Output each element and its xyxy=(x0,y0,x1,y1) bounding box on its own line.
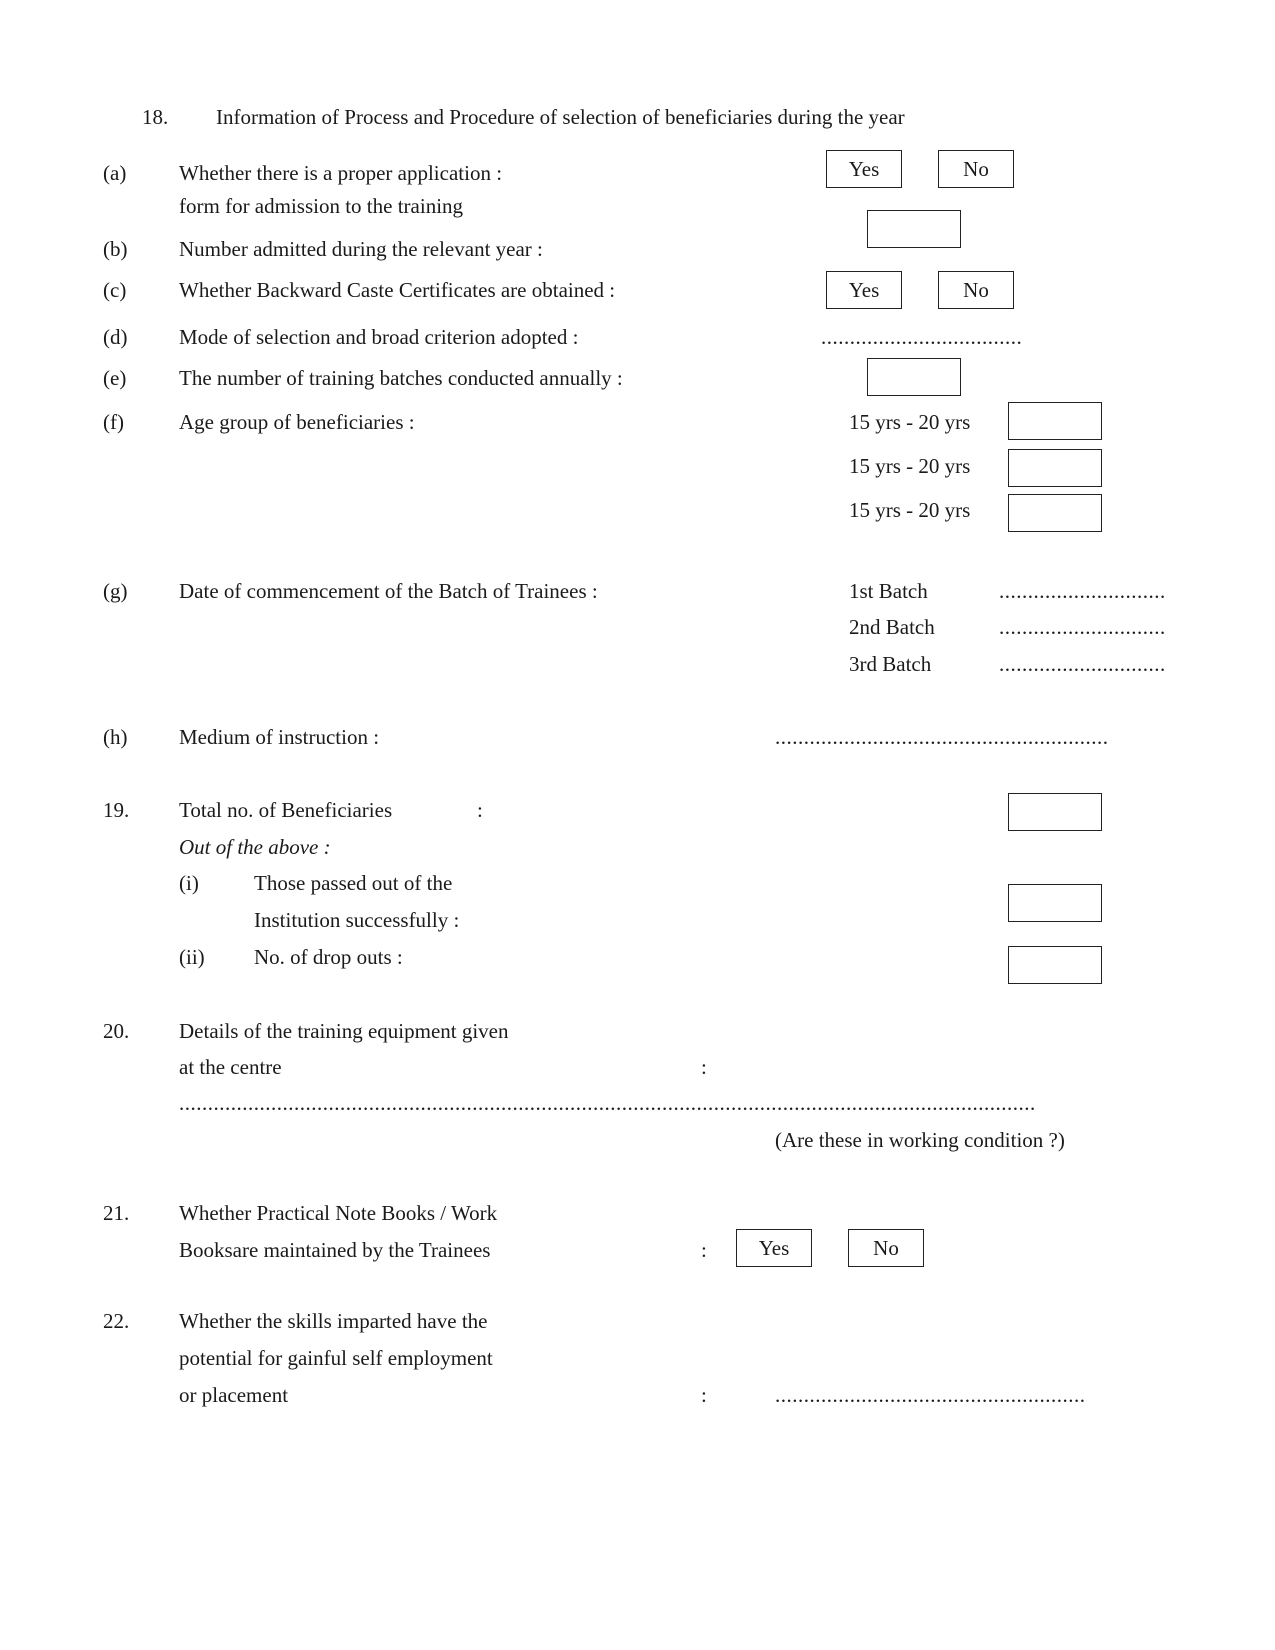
q18e-text: The number of training batches conducted annually : xyxy=(179,366,623,390)
q18b-text: Number admitted during the relevant year : xyxy=(179,237,543,261)
q18g-text: Date of commencement of the Batch of Trainees : xyxy=(179,579,598,603)
q18a-label: (a) xyxy=(103,161,127,185)
q18e-number-field[interactable] xyxy=(867,358,961,396)
batch-label: 2nd Batch xyxy=(849,615,935,639)
q18a-text-line1: Whether there is a proper application : xyxy=(179,161,503,185)
q21-text-line1: Whether Practical Note Books / Work xyxy=(179,1201,498,1225)
q22-colon: : xyxy=(701,1383,707,1407)
q18a-text-line2: form for admission to the training xyxy=(179,194,464,218)
q18b-number-field[interactable] xyxy=(867,210,961,248)
q19ii-label: (ii) xyxy=(179,945,205,969)
age-range-label: 15 yrs - 20 yrs xyxy=(849,454,971,478)
q21-colon: : xyxy=(701,1238,707,1262)
q20-colon: : xyxy=(701,1055,707,1079)
q18a-yes-checkbox[interactable]: Yes xyxy=(826,150,902,188)
q18f-label: (f) xyxy=(103,410,124,434)
age-range-field[interactable] xyxy=(1008,494,1102,532)
q19-subtitle: Out of the above : xyxy=(179,835,331,859)
q19ii-dropouts-field[interactable] xyxy=(1008,946,1102,984)
q18d-text: Mode of selection and broad criterion adopted : xyxy=(179,325,579,349)
q18c-yes-checkbox[interactable]: Yes xyxy=(826,271,902,309)
q19ii-text: No. of drop outs : xyxy=(254,945,403,969)
q19-colon: : xyxy=(477,798,483,822)
q18h-answer-line[interactable]: .......................................................... xyxy=(775,725,1109,749)
q20-note: (Are these in working condition ?) xyxy=(775,1128,1065,1152)
q22-text-line3: or placement xyxy=(179,1383,289,1407)
q20-number: 20. xyxy=(103,1019,130,1043)
q19i-passed-field[interactable] xyxy=(1008,884,1102,922)
q22-answer-line[interactable]: ...................................................... xyxy=(775,1383,1086,1407)
q19i-text-line2: Institution successfully : xyxy=(254,908,460,932)
q20-text-line2: at the centre xyxy=(179,1055,282,1079)
q18c-no-checkbox[interactable]: No xyxy=(938,271,1014,309)
q22-number: 22. xyxy=(103,1309,130,1333)
batch-date-line[interactable]: ............................. xyxy=(999,579,1166,603)
q21-text-line2: Booksare maintained by the Trainees xyxy=(179,1238,491,1262)
q18g-label: (g) xyxy=(103,579,128,603)
q22-text-line2: potential for gainful self employment xyxy=(179,1346,493,1370)
age-range-field[interactable] xyxy=(1008,402,1102,440)
q18-title: Information of Process and Procedure of selection of beneficiaries during the year xyxy=(216,105,905,129)
q18f-text: Age group of beneficiaries : xyxy=(179,410,415,434)
batch-label: 3rd Batch xyxy=(849,652,932,676)
batch-date-line[interactable]: ............................. xyxy=(999,615,1166,639)
q22-text-line1: Whether the skills imparted have the xyxy=(179,1309,488,1333)
q18e-label: (e) xyxy=(103,366,127,390)
q20-text-line1: Details of the training equipment given xyxy=(179,1019,509,1043)
q19-number: 19. xyxy=(103,798,130,822)
q21-no-checkbox[interactable]: No xyxy=(848,1229,924,1267)
batch-label: 1st Batch xyxy=(849,579,928,603)
q19i-label: (i) xyxy=(179,871,199,895)
q18d-answer-line[interactable]: ................................... xyxy=(821,325,1023,349)
age-range-label: 15 yrs - 20 yrs xyxy=(849,498,971,522)
q20-answer-line[interactable]: ..................................................................................................................................................... xyxy=(179,1091,1036,1115)
age-range-field[interactable] xyxy=(1008,449,1102,487)
age-range-label: 15 yrs - 20 yrs xyxy=(849,410,971,434)
q18h-label: (h) xyxy=(103,725,128,749)
q19i-text-line1: Those passed out of the xyxy=(254,871,453,895)
q21-yes-checkbox[interactable]: Yes xyxy=(736,1229,812,1267)
batch-date-line[interactable]: ............................. xyxy=(999,652,1166,676)
q18d-label: (d) xyxy=(103,325,128,349)
q18h-text: Medium of instruction : xyxy=(179,725,380,749)
q18c-label: (c) xyxy=(103,278,127,302)
q18a-no-checkbox[interactable]: No xyxy=(938,150,1014,188)
q19-total-field[interactable] xyxy=(1008,793,1102,831)
q18c-text: Whether Backward Caste Certificates are obtained : xyxy=(179,278,616,302)
q18-number: 18. xyxy=(142,105,169,129)
q19-text: Total no. of Beneficiaries xyxy=(179,798,393,822)
q18b-label: (b) xyxy=(103,237,128,261)
q21-number: 21. xyxy=(103,1201,130,1225)
